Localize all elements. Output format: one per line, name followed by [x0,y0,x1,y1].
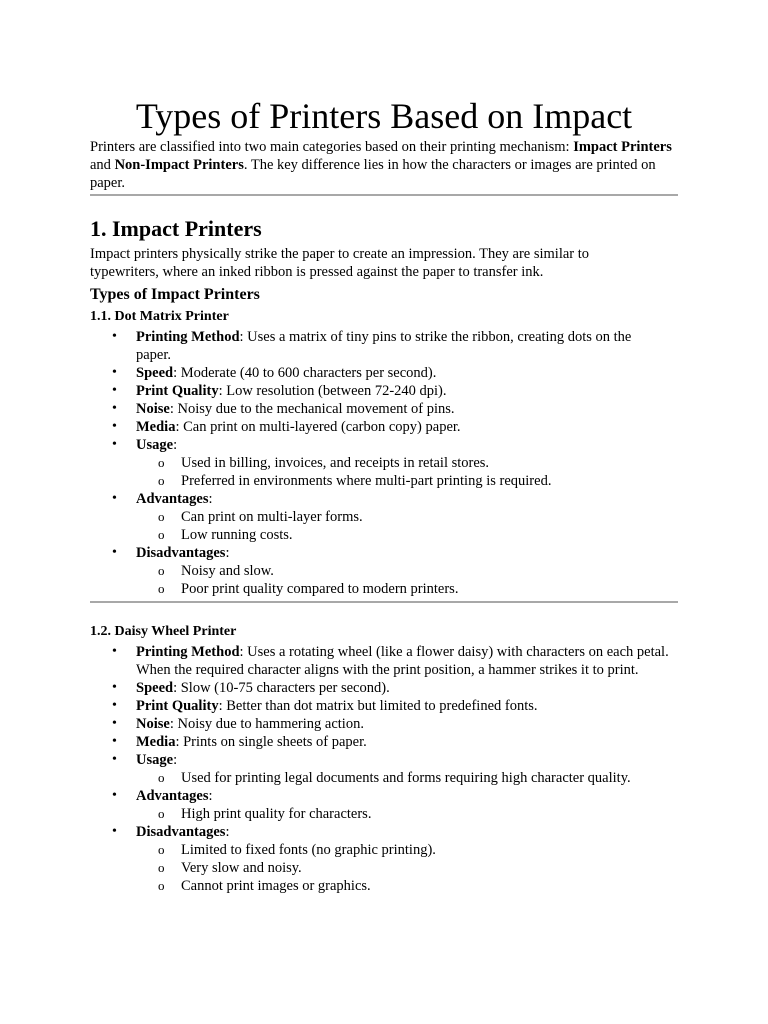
list-item [90,436,678,490]
subheading-types: Types of Impact Printers [90,286,260,303]
sub-list [136,454,678,490]
item-label: Printing Method [136,644,240,660]
divider-middle [90,601,678,603]
item-text: : Low resolution (between 72-240 dpi). [218,383,447,399]
item-label: Printing Method [136,329,240,345]
sub-list-item: o High print quality for characters. [136,805,678,823]
sub-list-item: o Used in billing, invoices, and receipts in retail stores. [136,454,678,472]
list-item [90,364,678,382]
sub-list-item: o Very slow and noisy. [136,859,678,877]
sub-list-item: o Cannot print images or graphics. [136,877,678,895]
sub-list-item: o Used for printing legal documents and forms requiring high character quality. [136,769,678,787]
intro-bold-nonimpact: Non-Impact Printers [114,157,244,173]
intro-text-1: Printers are classified into two main categories based on their printing mechanism: [90,139,574,155]
item-text: : Uses a matrix of tiny pins to strike the ribbon, creating dots on the paper. [136,329,632,363]
sub-list [136,562,678,598]
list-item [90,418,678,436]
list-item [90,382,678,400]
intro-bold-impact: Impact Printers [573,139,672,155]
list-item [90,787,678,823]
item-label: Speed [136,365,174,381]
list-item [90,697,678,715]
list-item [90,544,678,598]
list-item [90,490,678,544]
sub-list-item: o Noisy and slow. [136,562,678,580]
section-heading-impact-printers: 1. Impact Printers [90,216,262,241]
item-text: : Better than dot matrix but limited to predefined fonts. [218,698,538,714]
item-text: : Can print on multi-layered (carbon copy) paper. [175,419,461,435]
intro-text-3: . The key difference lies in how the characters or images are printed on paper. [90,157,656,191]
item-text: : [173,437,178,453]
heading-dot-matrix: 1.1. Dot Matrix Printer [90,309,229,324]
sub-list [136,805,678,823]
sub-list [136,508,678,544]
daisy-wheel-list [90,643,678,895]
sub-list [136,841,678,895]
item-text: : Noisy due to hammering action. [169,716,364,732]
item-text: : Prints on single sheets of paper. [175,734,367,750]
item-label: Noise [136,716,170,732]
item-text: : Moderate (40 to 600 characters per second). [173,365,437,381]
item-label: Usage [136,752,174,768]
dot-matrix-list [90,328,678,598]
item-label: Print Quality [136,698,219,714]
sub-list-item: o Poor print quality compared to modern printers. [136,580,678,598]
item-label: Usage [136,437,174,453]
item-text: : Uses a rotating wheel (like a flower daisy) with characters on each petal. When the required character aligns with the print position, a hammer strikes it to print. [136,644,669,678]
item-label: Disadvantages [136,824,226,840]
page-title: Types of Printers Based on Impact [135,96,633,136]
list-item [90,679,678,697]
item-text: : [225,545,230,561]
item-label: Print Quality [136,383,219,399]
divider-top [90,194,678,196]
list-item [90,733,678,751]
sub-list-item: o Can print on multi-layer forms. [136,508,678,526]
sub-list-item: o Preferred in environments where multi-part printing is required. [136,472,678,490]
item-label: Advantages [136,788,209,804]
sub-list-item: o Limited to fixed fonts (no graphic printing). [136,841,678,859]
list-item [90,751,678,787]
item-label: Media [136,419,176,435]
sub-list-item: o Low running costs. [136,526,678,544]
list-item [90,643,678,679]
item-label: Noise [136,401,170,417]
list-item [90,823,678,895]
item-label: Speed [136,680,174,696]
sub-list [136,769,678,787]
list-item [90,328,678,364]
heading-daisy-wheel: 1.2. Daisy Wheel Printer [90,624,237,639]
item-text: : [173,752,178,768]
item-label: Media [136,734,176,750]
item-text: : [208,491,213,507]
list-item [90,400,678,418]
item-text: : [225,824,230,840]
section-description: Impact printers physically strike the paper to create an impression. They are similar to typewriters, where an inked ribbon is pressed against the paper to transfer ink. [90,246,590,280]
item-text: : Slow (10-75 characters per second). [173,680,390,696]
item-text: : [208,788,213,804]
intro-paragraph [90,138,678,192]
list-item [90,715,678,733]
item-text: : Noisy due to the mechanical movement of pins. [169,401,455,417]
item-label: Disadvantages [136,545,226,561]
item-label: Advantages [136,491,209,507]
intro-text-2: and [90,157,115,173]
